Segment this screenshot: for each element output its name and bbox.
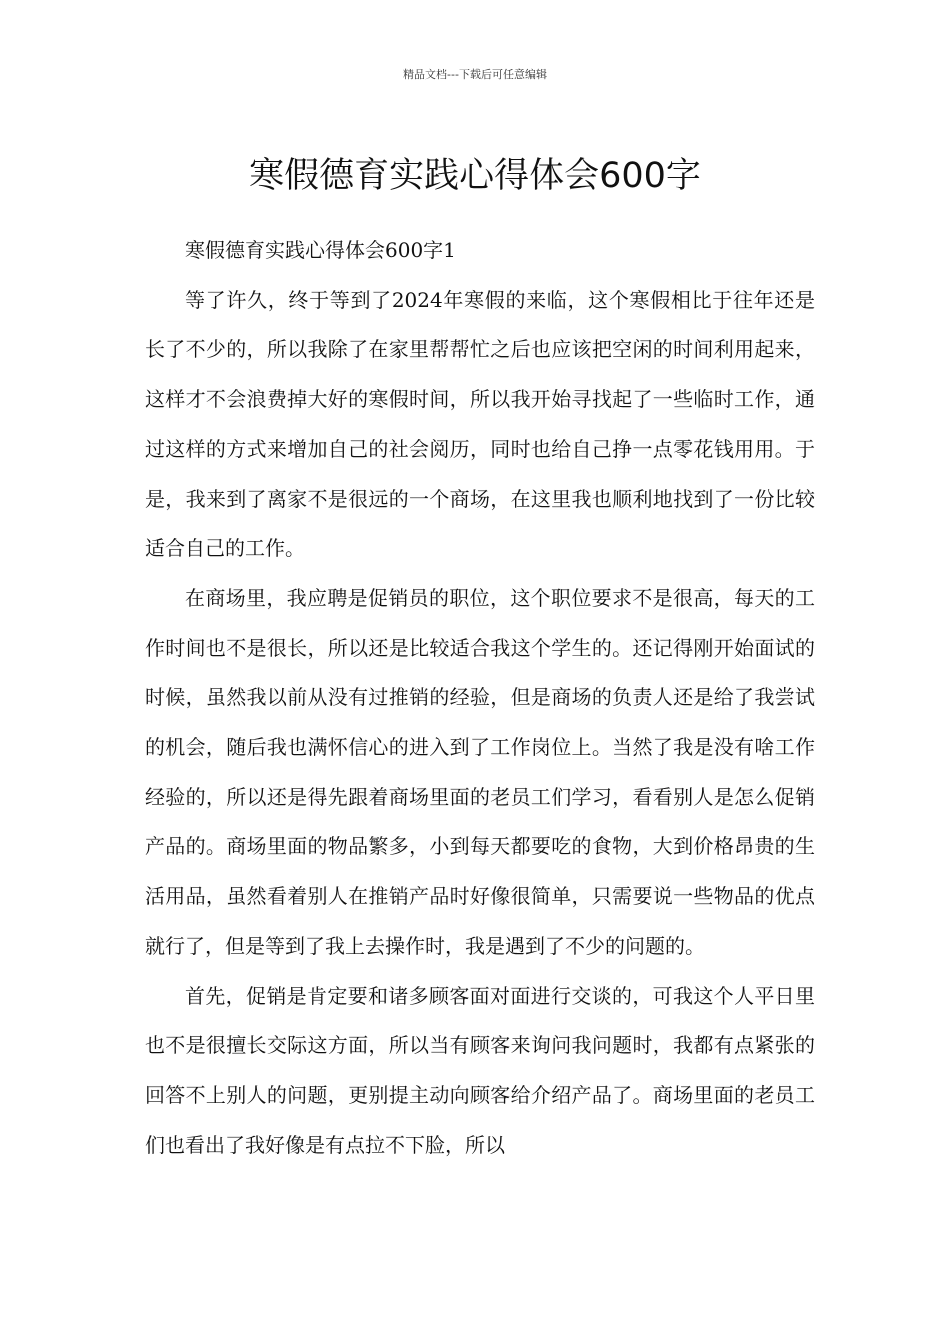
paragraph-2: 在商场里，我应聘是促销员的职位，这个职位要求不是很高，每天的工作时间也不是很长，所以还是比较适合我这个学生的。还记得刚开始面试的时候，虽然我以前从没有过推销的经验，但是商场的负责人还是给了我尝试的机会，随后我也满怀信心的进入到了工作岗位上。当然了我是没有啥工作经验的，所以还是得先跟着商场里面的老员工们学习，看看别人是怎么促销产品的。商场里面的物品繁多，小到每天都要吃的食物，大到价格昂贵的生活用品，虽然看着别人在推销产品时好像很简单，只需要说一些物品的优点就行了，但是等到了我上去操作时，我是遇到了不少的问题的。 [145,585,815,958]
page-header-note: 精品文档---下载后可任意编辑 [403,68,547,81]
section-subheading: 寒假德育实践心得体会600字1 [185,238,456,262]
paragraph-3: 首先，促销是肯定要和诸多顾客面对面进行交谈的，可我这个人平日里也不是很擅长交际这方面，所以当有顾客来询问我问题时，我都有点紧张的回答不上别人的问题，更别提主动向顾客给介绍产品了。商场里面的老员工们也看出了我好像是有点拉不下脸，所以 [145,983,815,1157]
paragraph-1: 等了许久，终于等到了2024年寒假的来临，这个寒假相比于往年还是长了不少的，所以我除了在家里帮帮忙之后也应该把空闲的时间利用起来，这样才不会浪费掉大好的寒假时间，所以我开始寻找起了一些临时工作，通过这样的方式来增加自己的社会阅历，同时也给自己挣一点零花钱用用。于是，我来到了离家不是很远的一个商场，在这里我也顺利地找到了一份比较适合自己的工作。 [145,287,815,561]
document-body [145,226,815,1170]
document-title: 寒假德育实践心得体会600字 [249,156,701,197]
